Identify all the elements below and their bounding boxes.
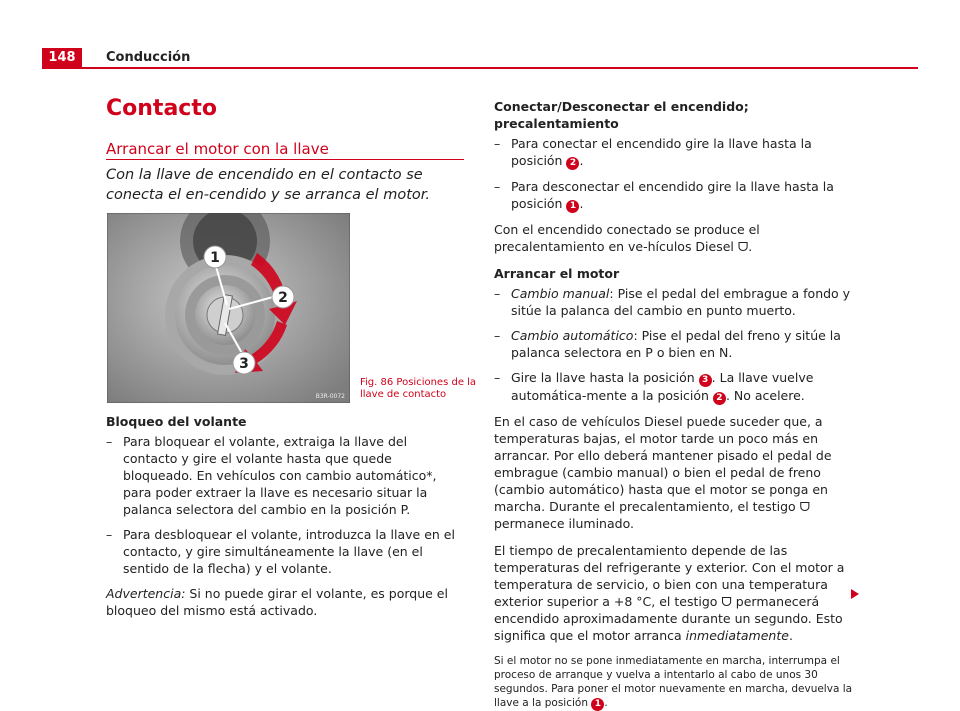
glow-plug-icon: ᗜ	[799, 499, 811, 514]
position-badge: 2	[713, 392, 726, 405]
list-item: – Para desconectar el encendido gire la llave hasta la posición 1 .	[494, 179, 834, 211]
list-item: – Para desbloquear el volante, introduzca la llave en el contacto, y gire simultáneamente la llave (en el sentido de la flecha) y el volante.	[106, 527, 455, 576]
figure-label-3: 3	[239, 356, 249, 372]
list-dash: –	[106, 434, 113, 449]
continue-arrow-icon	[851, 589, 859, 599]
list-dash: –	[106, 527, 113, 542]
glow-plug-icon: ᗜ	[721, 594, 732, 609]
left-column	[106, 413, 462, 629]
note-paragraph: Si el motor no se pone inmediatamente en marcha, interrumpa el proceso de arranque y vuelva a intentarlo al cabo de unos 30 segundos. Para poner el motor nuevamente en marcha, devuelva la llave a la posición 1 .	[494, 655, 853, 709]
figure-code: B3R-0072	[315, 393, 345, 400]
ignition-heading: Conectar/Desconectar el encendido; precalentamiento	[494, 99, 749, 131]
warning-label: Advertencia:	[106, 586, 186, 601]
glow-plug-icon: ᗜ	[737, 239, 749, 254]
right-column	[494, 98, 854, 711]
preheat-time-paragraph: El tiempo de precalentamiento depende de las temperaturas del refrigerante y exterior. Con el motor a temperatura de servicio, o bien con una temperatura exterior superior a +8 °C, el testigo ᗜ permanecerá encendido aproximadamente durante un segundo. Esto significa que el motor arranca inmediatamente.	[494, 543, 845, 643]
lead-paragraph: Con la llave de encendido en el contacto se conecta el en-cendido y se arranca el motor.	[106, 167, 430, 203]
page-number: 148	[42, 48, 82, 68]
figure-label-2: 2	[278, 290, 288, 306]
lock-heading: Bloqueo del volante	[106, 414, 247, 429]
ignition-figure	[107, 213, 350, 403]
list-item: – Cambio manual: Pise el pedal del embrague a fondo y sitúe la palanca del cambio en punto muerto.	[494, 286, 851, 318]
preheat-paragraph: Con el encendido conectado se produce el precalentamiento en ve-hículos Diesel ᗜ.	[494, 222, 760, 254]
section-title: Contacto	[106, 96, 217, 121]
diesel-paragraph: En el caso de vehículos Diesel puede suceder que, a temperaturas bajas, el motor tarde un poco más en arrancar. Por ello deberá mantener pisado el pedal de embrague (cambio manual) o bien el pedal de freno (cambio automático) hasta que el motor se ponga en marcha. Durante el precalentamiento, el testigo ᗜ permanece iluminado.	[494, 414, 832, 531]
position-badge: 2	[566, 157, 579, 170]
list-item: – Gire la llave hasta la posición 3 . La llave vuelve automática-mente a la posición 2 . No acelere.	[494, 370, 814, 403]
figure-label-1: 1	[210, 250, 220, 266]
figure-caption-line2: llave de contacto	[360, 389, 447, 400]
header-rule	[42, 67, 918, 69]
position-badge: 1	[591, 698, 604, 711]
ignition-lock-illustration	[107, 213, 350, 403]
warning-paragraph: Advertencia: Si no puede girar el volante, es porque el bloqueo del mismo está activado.	[106, 586, 448, 618]
start-heading: Arrancar el motor	[494, 266, 620, 281]
list-item: – Para bloquear el volante, extraiga la llave del contacto y gire el volante hasta que quede bloqueado. En vehículos con cambio automático*, para poder extraer la llave es necesario situar la palanca selectora del cambio en la posición P.	[106, 434, 437, 517]
subtitle-rule	[106, 159, 464, 160]
figure-caption-line1: Fig. 86 Posiciones de la	[360, 377, 477, 388]
position-badge: 3	[699, 374, 712, 387]
section-subtitle: Arrancar el motor con la llave	[106, 140, 329, 158]
list-item: – Cambio automático: Pise el pedal del freno y sitúe la palanca selectora en P o bien en N.	[494, 328, 841, 360]
figure-caption	[360, 377, 476, 401]
position-badge: 1	[566, 200, 579, 213]
running-title: Conducción	[106, 50, 191, 65]
list-item: – Para conectar el encendido gire la llave hasta la posición 2 .	[494, 136, 812, 168]
